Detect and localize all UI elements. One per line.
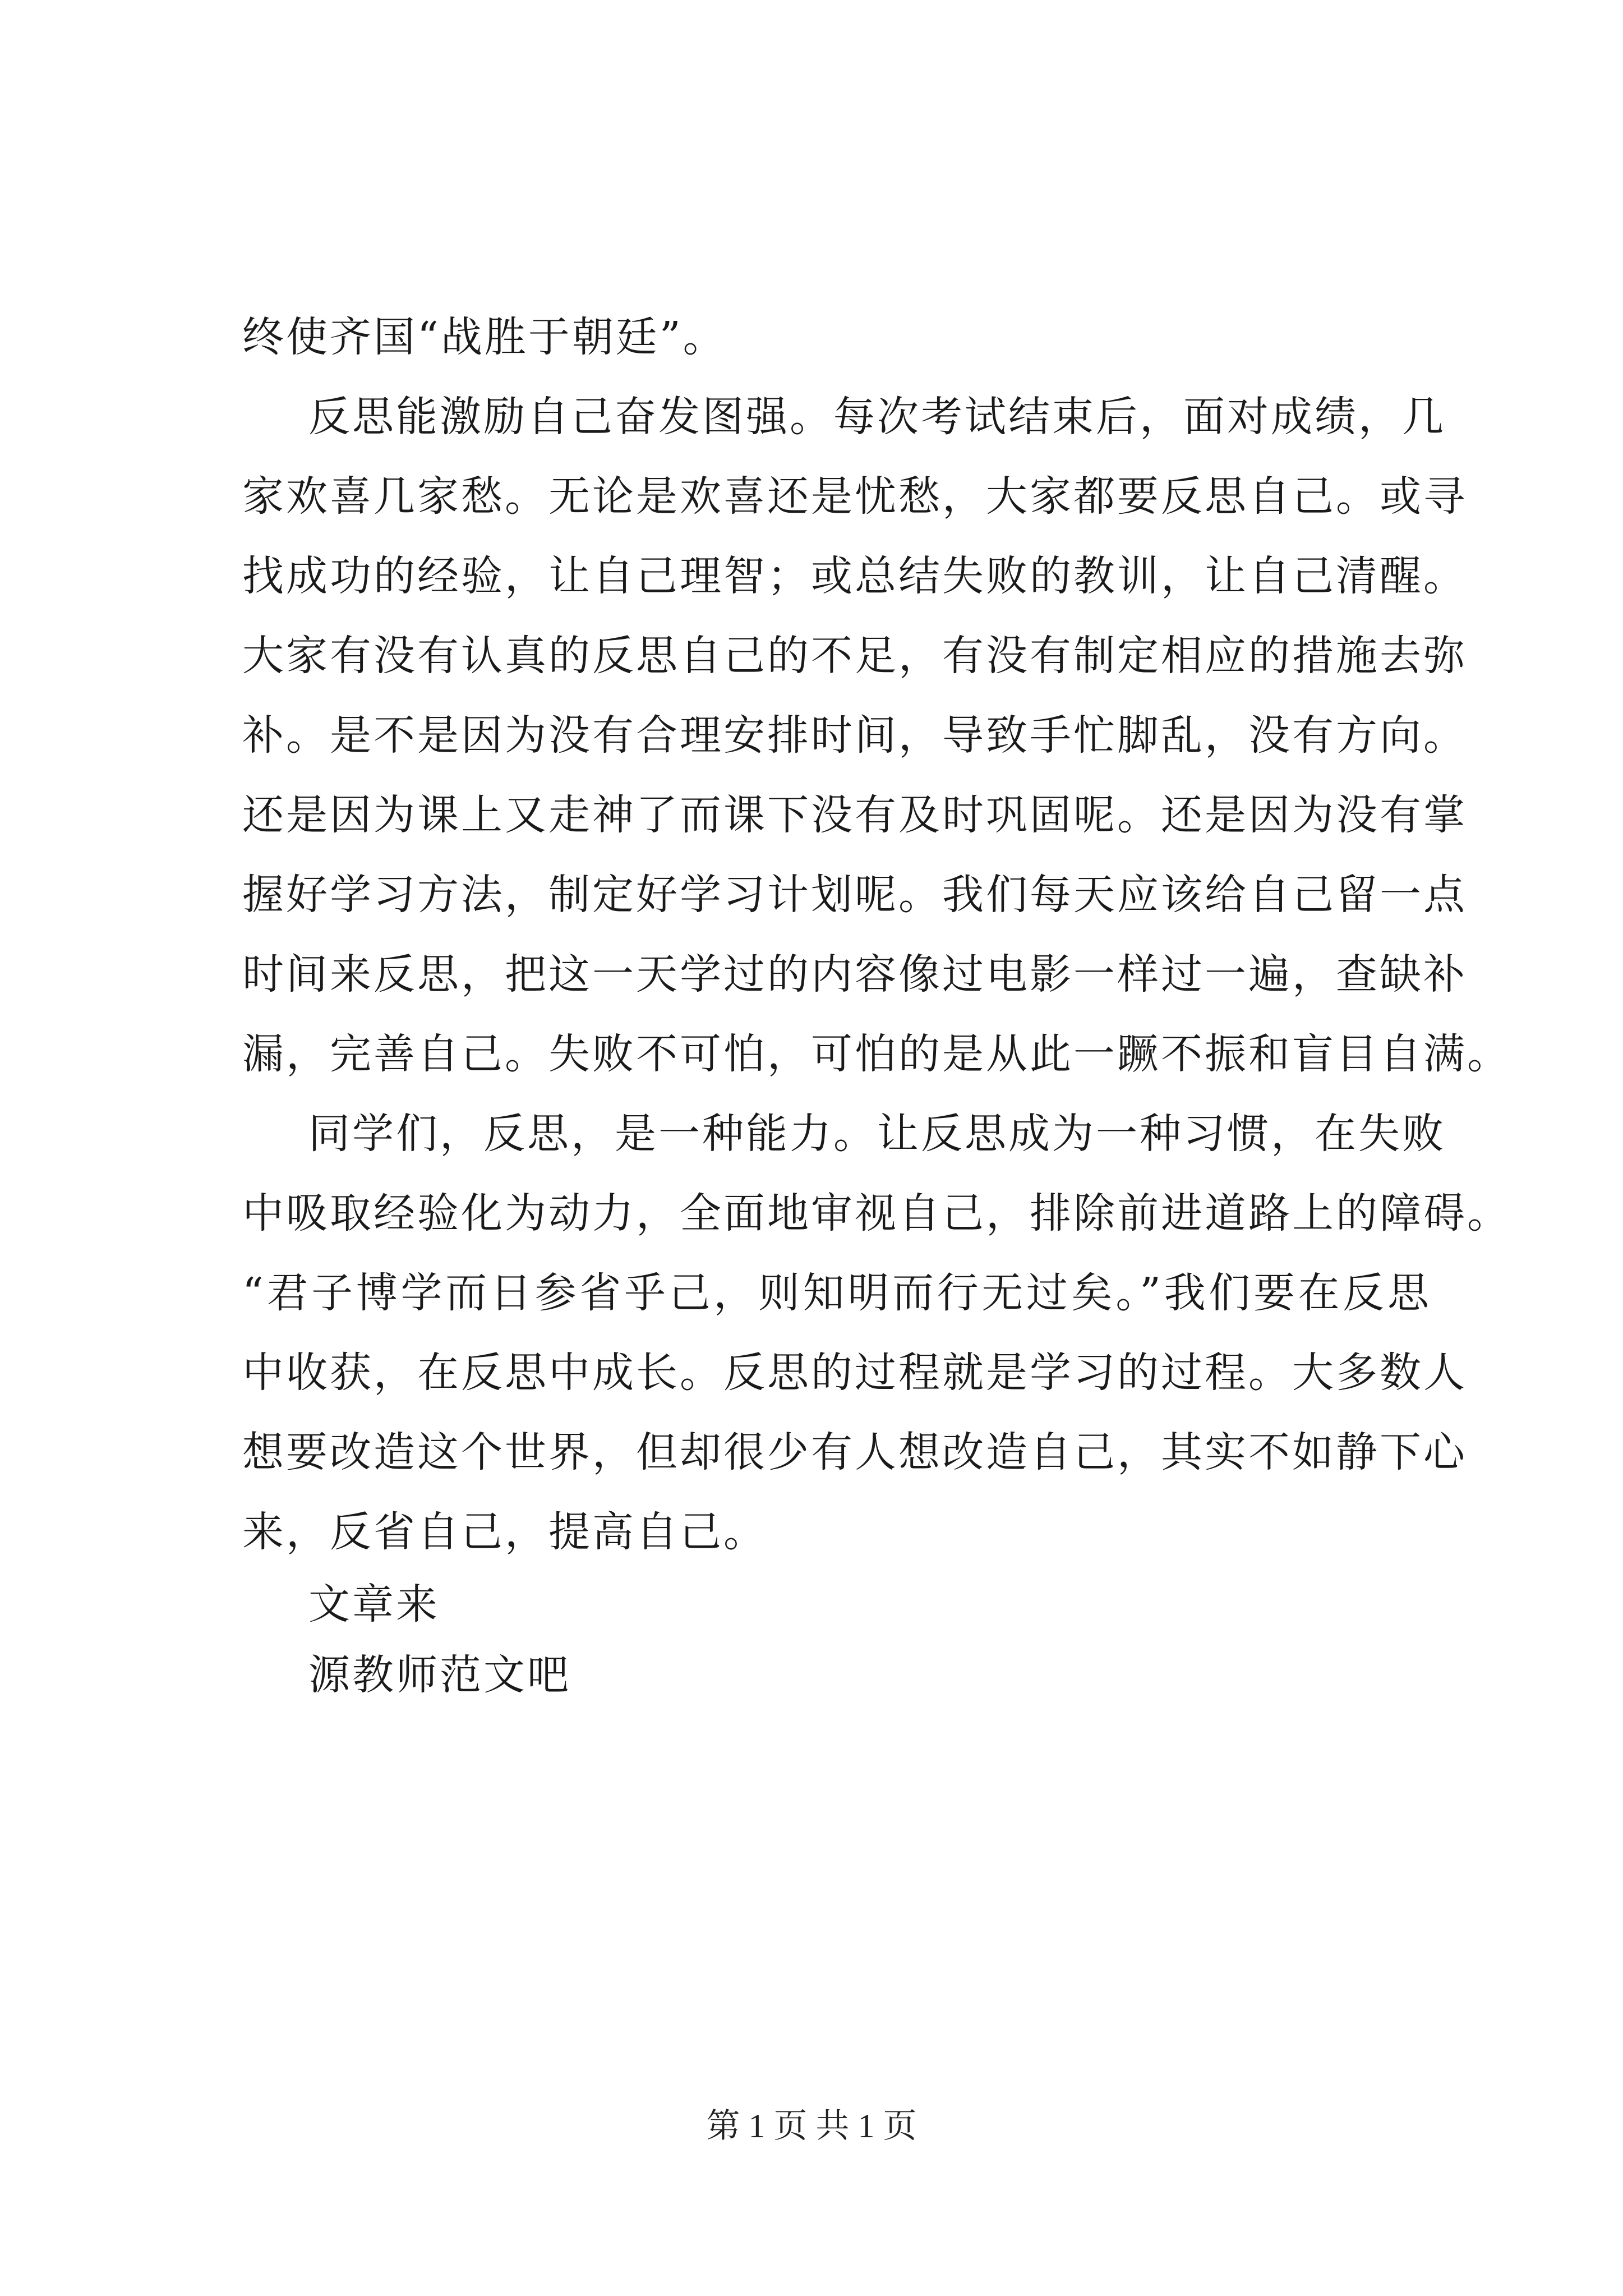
paragraph-line: 握好学习方法，制定好学习计划呢。我们每天应该给自己留一点	[242, 871, 1467, 919]
paragraph-line: 想要改造这个世界，但却很少有人想改造自己，其实不如静下心	[242, 1428, 1467, 1476]
paragraph-line: 时间来反思，把这一天学过的内容像过电影一样过一遍，查缺补	[242, 950, 1467, 999]
paragraph-line: 还是因为课上又走神了而课下没有及时巩固呢。还是因为没有掌	[242, 791, 1467, 839]
paragraph-line: “君子博学而日参省乎己，则知明而行无过矣。”我们要在反思	[242, 1269, 1431, 1317]
paragraph-line: 家欢喜几家愁。无论是欢喜还是忧愁，大家都要反思自己。或寻	[242, 472, 1467, 521]
paragraph-line: 找成功的经验，让自己理智；或总结失败的教训，让自己清醒。	[242, 552, 1467, 600]
paragraph-line: 反思能激励自己奋发图强。每次考试结束后，面对成绩，几	[308, 393, 1446, 441]
page-footer: 第 1 页 共 1 页	[706, 2108, 917, 2145]
source-line: 文章来	[308, 1580, 440, 1628]
paragraph-line: 终使齐国“战胜于朝廷”。	[242, 313, 727, 361]
paragraph-line: 同学们，反思，是一种能力。让反思成为一种习惯，在失败	[308, 1110, 1446, 1158]
paragraph-line: 补。是不是因为没有合理安排时间，导致手忙脚乱，没有方向。	[242, 711, 1467, 760]
paragraph-line: 漏，完善自己。失败不可怕，可怕的是从此一蹶不振和盲目自满。	[242, 1030, 1511, 1078]
paragraph-line: 来，反省自己，提高自己。	[242, 1508, 767, 1556]
paragraph-line: 中收获，在反思中成长。反思的过程就是学习的过程。大多数人	[242, 1349, 1467, 1397]
source-line: 源教师范文吧	[308, 1651, 571, 1699]
paragraph-line: 大家有没有认真的反思自己的不足，有没有制定相应的措施去弥	[242, 632, 1467, 680]
paragraph-line: 中吸取经验化为动力，全面地审视自己，排除前进道路上的障碍。	[242, 1189, 1511, 1237]
